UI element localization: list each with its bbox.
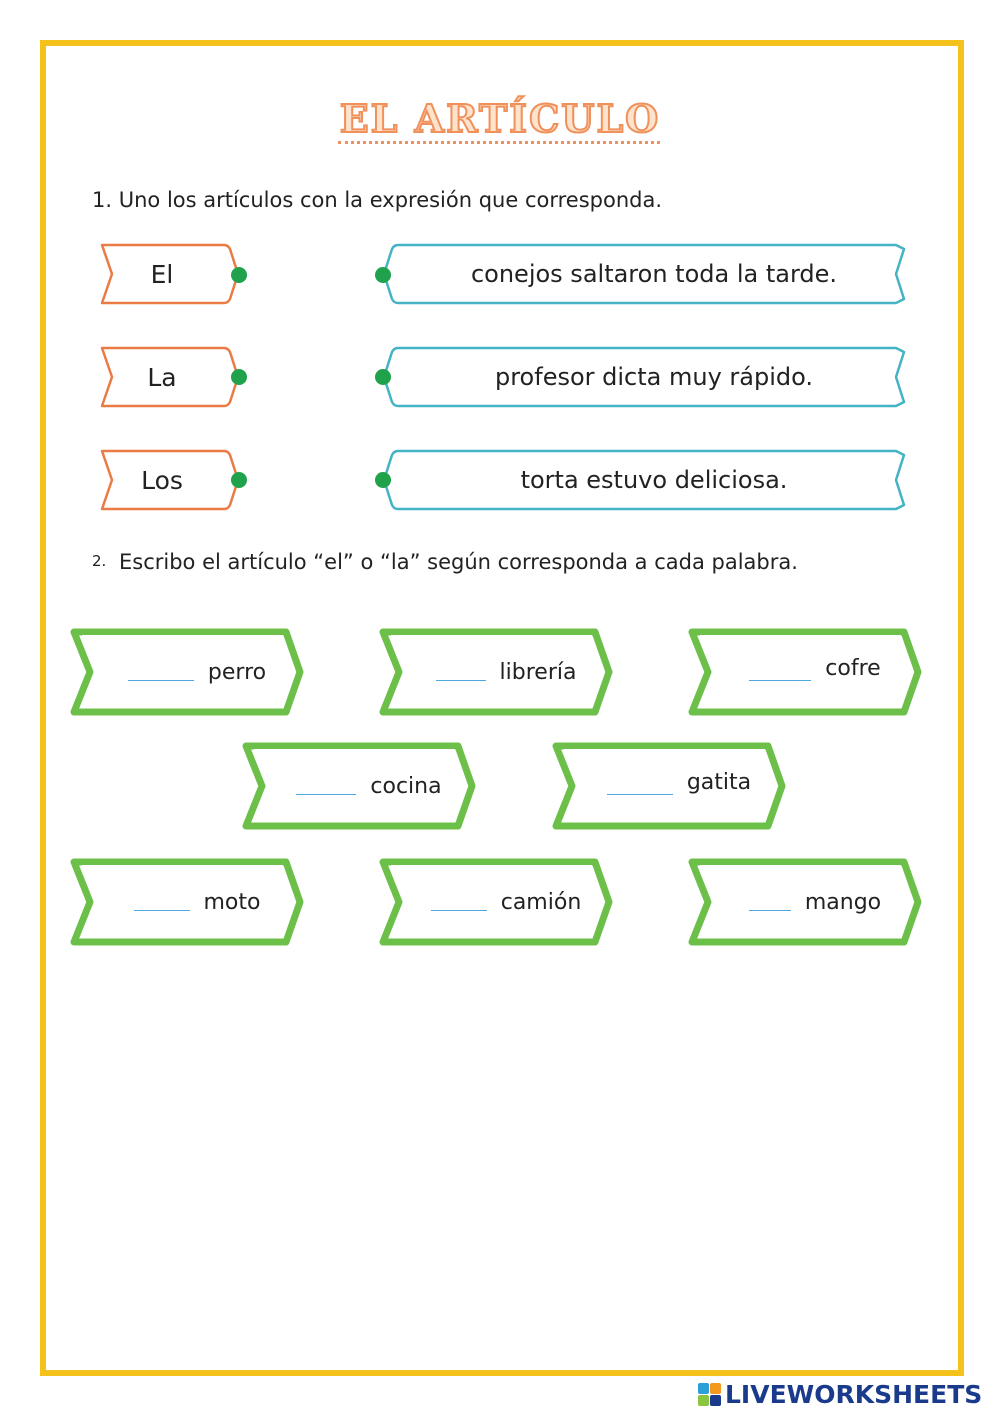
liveworksheets-logo-icon (698, 1383, 721, 1406)
word-label: perro (207, 659, 267, 685)
word-label: cofre (825, 655, 881, 681)
word-tag-camion (377, 856, 613, 948)
exercise-2-instruction (92, 550, 798, 574)
word-label: cocina (370, 773, 442, 799)
exercise-1-number: 1. (92, 188, 113, 212)
expression-tag-3[interactable] (376, 449, 908, 511)
connector-dot[interactable] (231, 472, 247, 488)
connector-dot[interactable] (375, 472, 391, 488)
word-tag-libreria (377, 626, 613, 718)
exercise-2-number: 2. (92, 552, 107, 570)
connector-dot[interactable] (231, 369, 247, 385)
word-tag-cofre (686, 626, 922, 718)
article-label: La (147, 362, 177, 392)
answer-blank[interactable] (296, 794, 356, 795)
word-label: gatita (686, 769, 752, 795)
liveworksheets-brand: LIVEWORKSHEETS (725, 1379, 983, 1409)
title-underline (338, 141, 660, 144)
expression-tag-2[interactable] (376, 346, 908, 408)
word-label: moto (203, 889, 261, 915)
word-label: mango (804, 889, 882, 915)
answer-blank[interactable] (128, 680, 194, 681)
liveworksheets-logo[interactable] (698, 1380, 982, 1408)
article-tag-la[interactable] (98, 346, 240, 408)
article-tag-los[interactable] (98, 449, 240, 511)
exercise-2-text: Escribo el artículo “el” o “la” según corresponda a cada palabra. (119, 550, 798, 574)
article-label: El (150, 259, 174, 289)
connector-dot[interactable] (231, 267, 247, 283)
answer-blank[interactable] (749, 910, 791, 911)
word-tag-moto (68, 856, 304, 948)
connector-dot[interactable] (375, 369, 391, 385)
expression-tag-1[interactable] (376, 243, 908, 305)
expression-label: torta estuvo deliciosa. (520, 466, 788, 494)
word-tag-perro (68, 626, 304, 718)
article-label: Los (141, 465, 183, 495)
connector-dot[interactable] (375, 267, 391, 283)
worksheet-title: EL ARTÍCULO (339, 96, 661, 141)
article-tag-el[interactable] (98, 243, 240, 305)
expression-label: profesor dicta muy rápido. (494, 363, 814, 391)
word-tag-mango (686, 856, 922, 948)
answer-blank[interactable] (749, 680, 811, 681)
exercise-1-instruction (92, 188, 662, 212)
word-label: camión (500, 889, 582, 915)
answer-blank[interactable] (134, 910, 190, 911)
answer-blank[interactable] (607, 794, 673, 795)
word-label: librería (499, 659, 577, 685)
answer-blank[interactable] (431, 910, 487, 911)
answer-blank[interactable] (436, 680, 486, 681)
exercise-1-text: Uno los artículos con la expresión que corresponda. (118, 188, 663, 212)
word-tag-cocina (240, 740, 476, 832)
word-tag-gatita (550, 740, 786, 832)
expression-label: conejos saltaron toda la tarde. (470, 260, 838, 288)
